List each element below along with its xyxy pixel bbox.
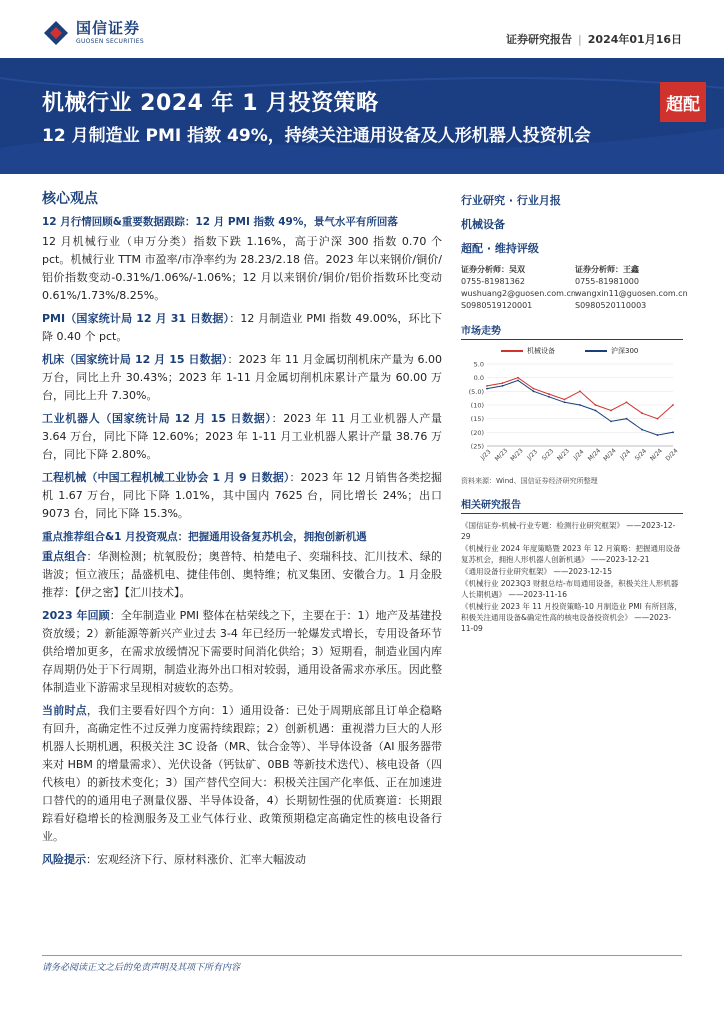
paragraph-pmi: [42, 310, 442, 346]
analyst-email[interactable]: wushuang2@guosen.com.cn: [461, 289, 576, 298]
report-date: 2024年01月16日: [587, 33, 682, 46]
data-point: [486, 388, 488, 390]
data-point: [564, 401, 566, 403]
core-views: [42, 188, 442, 869]
data-point: [579, 404, 581, 406]
paragraph-robot: [42, 410, 442, 464]
footer-divider: [42, 955, 682, 956]
analyst-phone: 0755-81981000: [575, 277, 639, 286]
data-point: [517, 377, 519, 379]
data-point: [610, 421, 612, 423]
data-point: [548, 393, 550, 395]
x-tick-label: D/24: [664, 447, 680, 463]
report-category: 行业研究 · 行业月报: [461, 194, 561, 207]
data-point: [657, 418, 659, 420]
machine-tool-text: ：2023 年 11 月金属切削机床产量为 6.00 万台，同比上升 30.43%；2023 年 1-11 月金属切削机床累计产量为 60.00 万台，同比上升 7.30%。: [42, 353, 442, 402]
robot-text: ：2023 年 11 月工业机器人产量 3.64 万台，同比下降 12.60%；2023 年 1-11 月工业机器人累计产量 38.76 万台，同比下降 2.80%。: [42, 412, 442, 461]
construction-heading: 工程机械（中国工程机械工业协会 1 月 9 日数据）: [42, 471, 290, 484]
related-reports-list: [461, 520, 683, 634]
x-tick-label: S/24: [633, 447, 649, 463]
robot-heading: 工业机器人（国家统计局 12 月 15 日数据）: [42, 412, 272, 425]
market-trend-chart: [461, 358, 683, 470]
data-point: [502, 382, 504, 384]
paragraph-construction: [42, 469, 442, 523]
data-point: [626, 418, 628, 420]
analyst-phone: 0755-81981362: [461, 277, 525, 286]
sidebar: [461, 192, 688, 635]
analyst-1: [461, 264, 576, 312]
risk-warning: [42, 851, 442, 869]
risk-heading: 风险提示: [42, 853, 86, 866]
sub-heading-recommend: 重点推荐组合&1 月投资观点：把握通用设备复苏机会，拥抱创新机遇: [42, 531, 367, 543]
outlook-text: ，我们主要看好四个方向：1）通用设备：已处于周期底部且订单企稳略有回升，高确定性不过反弹力度需持续跟踪；2）创新机遇：重视潜力巨大的人形机器人长期机遇，积极关注 3C 设备（MR、钛合金等）、半导体设备（AI 服务器带来对 HBM 的增量需求）、光伏设备（钙钛矿、0BB 等新技术迭代）、核电设备（四代核电）的新技术变化；3）国产替代空间大：积极关注国产化率低、正在加速进口替代的的通用电子测量仪器、半导体设备，4）长期韧性强的优质赛道：长期跟踪看好稳增长的检测服务及工业气体行业、政策预期稳定高确定性的核电设备行业。: [42, 704, 443, 843]
x-tick-label: N/24: [648, 447, 664, 463]
analyst-cert: S0980520110003: [575, 301, 647, 310]
brand-name-en: GUOSEN SECURITIES: [76, 38, 145, 45]
sub-heading-review: 12 月行情回顾&重要数据跟踪：12 月 PMI 指数 49%，景气水平有所回落: [42, 216, 398, 228]
logo-icon: [42, 19, 70, 47]
paragraph-portfolio: [42, 548, 442, 602]
analyst-label: 证券分析师：吴双: [461, 265, 525, 274]
report-type: 证券研究报告: [506, 33, 573, 46]
data-point: [502, 385, 504, 387]
data-point: [533, 390, 535, 392]
data-point: [517, 380, 519, 382]
chart-title: 市场走势: [461, 322, 683, 340]
data-point: [657, 434, 659, 436]
portfolio-heading: 重点组合: [42, 550, 87, 563]
y-tick-label: (15): [470, 415, 484, 424]
data-point: [595, 410, 597, 412]
data-point: [548, 396, 550, 398]
rating-badge: 超配: [660, 82, 706, 122]
data-point: [641, 429, 643, 431]
brand-name: 国信证券: [76, 19, 141, 37]
analyst-cert: S0980519120001: [461, 301, 533, 310]
analyst-2: [575, 264, 688, 312]
related-report-item[interactable]: 《机械行业 2023Q3 财报总结-布局通用设备，积极关注人形机器人长期机遇》 ——2023-11-16: [461, 579, 679, 599]
y-tick-label: 0.0: [473, 374, 484, 383]
series-line-csi300: [487, 380, 673, 435]
x-tick-label: J/24: [618, 448, 632, 462]
report-meta: 证券研究报告 | 2024年01月16日: [506, 33, 682, 46]
x-tick-label: S/23: [540, 447, 556, 463]
x-tick-label: M/24: [586, 447, 603, 463]
related-report-item[interactable]: 《机械行业 2023 年 11 月投资策略-10 月制造业 PMI 有所回落，积极关注通用设备&确定性高的核电设备投资机会》 ——2023-11-09: [461, 602, 682, 633]
pmi-text: ：12 月制造业 PMI 指数 49.00%，环比下降 0.40 个 pct。: [42, 312, 442, 343]
legend-item-machinery: [501, 346, 555, 356]
x-tick-label: J/24: [572, 448, 586, 462]
y-tick-label: (25): [470, 442, 484, 451]
data-point: [564, 399, 566, 401]
paragraph-outlook: [42, 702, 442, 846]
data-point: [672, 404, 674, 406]
report-title: 机械行业 2024 年 1 月投资策略: [42, 91, 379, 116]
data-point: [579, 390, 581, 392]
x-tick-label: M/23: [509, 447, 525, 463]
series-line-machinery: [487, 378, 673, 419]
review-text: ：全年制造业 PMI 整体在枯荣线之下，主要在于：1）地产及基建投资放缓；2）新能源等新兴产业过去 3-4 年已经历一轮爆发式增长，专用设备环节供给增加更多，在需求放缓情况下需要时间消化供给；3）短期看，制造业国内库存周期仍处于下行周期，制造业海外出口相对较弱，通用设备需求亦承压。因此整体制造业下游需求呈现相对疲软的态势。: [42, 609, 442, 694]
y-tick-label: (10): [470, 401, 484, 410]
legend-item-csi300: [585, 346, 638, 356]
risk-text: ：宏观经济下行、原材料涨价、汇率大幅波动: [86, 853, 306, 866]
x-tick-label: N/23: [555, 447, 571, 463]
paragraph-market: 12 月机械行业（申万分类）指数下跌 1.16%，高于沪深 300 指数 0.70 个 pct。机械行业 TTM 市盈率/市净率约为 28.23/2.18 倍。2023 年以来钢价/铜价/铝价指数变动-0.31%/1.06%/-1.06%；12 月以来钢价/铜价/铝价指数环比变动 0.61%/1.73%/8.25%。: [42, 235, 442, 302]
data-point: [595, 404, 597, 406]
y-tick-label: (20): [470, 428, 484, 437]
report-subtitle: 12 月制造业 PMI 指数 49%，持续关注通用设备及人形机器人投资机会: [42, 126, 591, 146]
portfolio-text: ：华测检测；杭氧股份；奥普特、柏楚电子、奕瑞科技、汇川技术、绿的谐波；恒立液压；晶盛机电、捷佳伟创、奥特维；杭叉集团、安徽合力。1 月金股推荐：【伊之密】【汇川技术】。: [42, 550, 443, 599]
data-point: [610, 410, 612, 412]
brand-logo: [42, 18, 144, 48]
chart-source: 资料来源：Wind、国信证券经济研究所整理: [461, 477, 598, 485]
analyst-email[interactable]: wangxin11@guosen.com.cn: [575, 289, 688, 298]
x-tick-label: M/23: [493, 447, 510, 463]
legend-label: 沪深300: [611, 347, 639, 355]
related-report-item[interactable]: 《机械行业 2024 年度策略暨 2023 年 12 月策略：把握通用设备复苏机会，拥抱人形机器人创新机遇》 ——2023-12-21: [461, 544, 681, 564]
chart-legend: [461, 346, 683, 356]
data-point: [641, 412, 643, 414]
analyst-label: 证券分析师：王鑫: [575, 265, 639, 274]
construction-text: ：2023 年 12 月销售各类挖掘机 1.67 万台，同比下降 1.01%，其中国内 7625 台，同比增长 24%；出口 9073 台，同比下降 15.3%。: [42, 471, 442, 520]
analyst-info: [461, 264, 688, 312]
y-tick-label: (5.0): [468, 387, 484, 396]
review-heading: 2023 年回顾: [42, 609, 110, 622]
data-point: [486, 385, 488, 387]
data-point: [626, 401, 628, 403]
pmi-heading: PMI（国家统计局 12 月 31 日数据）: [42, 312, 230, 325]
paragraph-review-2023: [42, 607, 442, 697]
data-point: [533, 388, 535, 390]
data-point: [672, 431, 674, 433]
paragraph-machine-tool: [42, 351, 442, 405]
industry-name: 机械设备: [461, 218, 505, 231]
y-tick-label: 5.0: [473, 360, 484, 369]
x-tick-label: J/23: [525, 448, 539, 462]
x-tick-label: J/23: [479, 448, 493, 462]
x-tick-label: M/24: [602, 447, 618, 463]
related-report-item[interactable]: 《通用设备行业研究框架》 ——2023-12-15: [461, 567, 612, 576]
rating-text: 超配 · 维持评级: [461, 242, 539, 255]
legend-label: 机械设备: [527, 347, 555, 355]
related-reports-title: 相关研究报告: [461, 496, 683, 514]
footer-disclaimer: 请务必阅读正文之后的免责声明及其项下所有内容: [42, 963, 241, 973]
machine-tool-heading: 机床（国家统计局 12 月 15 日数据）: [42, 353, 228, 366]
section-title: 核心观点: [42, 191, 98, 207]
related-report-item[interactable]: 《国信证券-机械-行业专题：检测行业研究框架》 ——2023-12-29: [461, 521, 676, 541]
outlook-heading: 当前时点: [42, 704, 87, 717]
